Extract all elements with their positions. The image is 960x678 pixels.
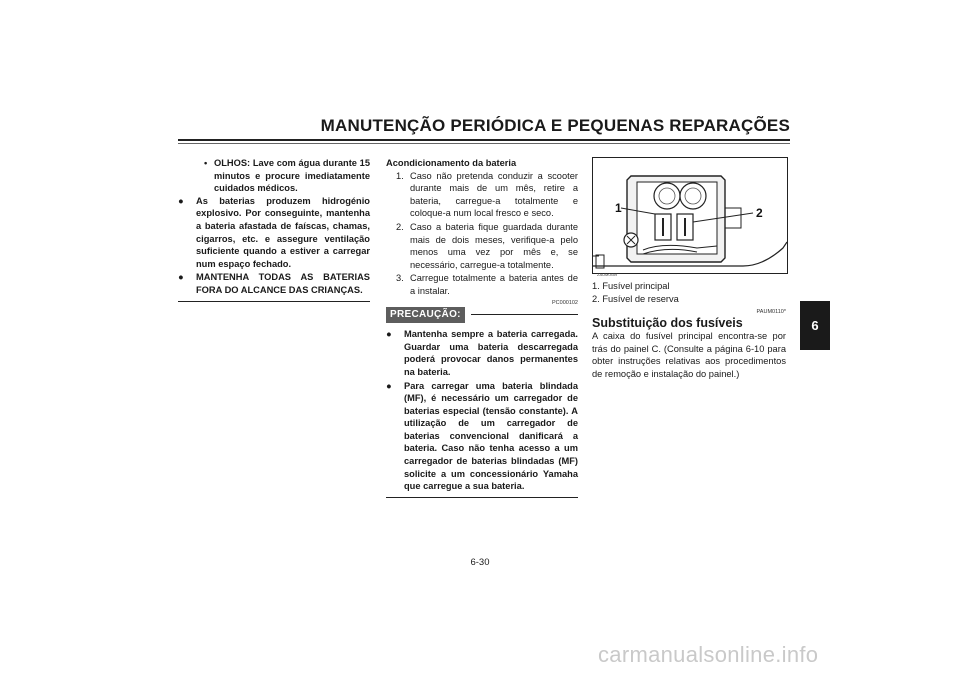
reference-code: PAUM0110*: [756, 309, 786, 316]
caution-body: [386, 328, 578, 493]
warning-bullet-hydrogen: [178, 195, 370, 271]
sub-bullet-text: OLHOS: Lave com água durante 15 minutos e procure imediatamente cuidados médicos.: [214, 158, 370, 194]
bullet-marker: ●: [178, 272, 184, 283]
caution-bullet-text: Para carregar uma bateria blindada (MF), é necessário um carregador de baterias especial (tensão constante). A utilização de um carregador de baterias convencional danificará a bateria. Caso não tenha acesso a um carregador de baterias blindadas (MF) solicite a um concessionário Yamaha que carregue a sua bateria.: [404, 380, 578, 492]
caution-rule: [471, 314, 578, 315]
caution-end-rule: [386, 497, 578, 498]
legend-item: 2. Fusível de reserva: [592, 293, 679, 304]
column-3: [592, 157, 786, 381]
caution-bullet-mf-charger: [386, 380, 578, 493]
fuse-section-body: A caixa do fusível principal encontra-se por trás do painel C. (Consulte a página 6-10 para obter instruções relativas aos procedimentos de remoção e instalação do painel.): [592, 331, 786, 379]
warning-bullet-children: [178, 271, 370, 296]
fuse-box-illustration: [592, 157, 788, 277]
step-text: Caso não pretenda conduzir a scooter durante mais de um mês, retire a bateria, carregue-a totalmente e coloque-a num local fresco e seco.: [410, 170, 578, 219]
section-heading-battery-storage: Acondicionamento da bateria: [386, 158, 517, 168]
caution-header: [386, 307, 578, 324]
step-text: Carregue totalmente a bateria antes de a instalar.: [410, 273, 578, 296]
bullet-marker: ●: [386, 380, 392, 391]
page-header-title: MANUTENÇÃO PERIÓDICA E PEQUENAS REPARAÇÕES: [320, 116, 790, 135]
step-number: 1.: [396, 170, 404, 181]
fuse-box-drawing: [593, 158, 787, 277]
header-rule: [178, 139, 790, 141]
section-title-fuse-replacement: Substituição dos fusíveis: [592, 316, 743, 331]
chapter-tab[interactable]: 6: [800, 301, 830, 350]
step-3: [386, 272, 578, 297]
page-number: 6-30: [470, 557, 490, 568]
callout-2: 2: [756, 206, 763, 220]
warning-end-rule: [178, 301, 370, 302]
reference-code: PC000102: [552, 299, 578, 306]
caution-bullet-text: Mantenha sempre a bateria carregada. Guardar uma bateria descarregada poderá provocar danos permanentes na bateria.: [404, 329, 578, 377]
step-1: [386, 170, 578, 220]
legend-item: 1. Fusível principal: [592, 281, 670, 291]
caution-bullet-charged: [386, 328, 578, 378]
step-number: 3.: [396, 273, 404, 284]
column-2: [386, 157, 578, 498]
watermark: carmanualsonline.info: [598, 642, 819, 667]
header-rule-thin: [178, 143, 790, 144]
figure-legend: [592, 280, 786, 305]
bullet-marker: •: [204, 158, 208, 168]
warning-bullet-text: As baterias produzem hidrogénio explosivo. Por conseguinte, mantenha a bateria afastada de faíscas, chamas, cigarros, etc. e assegure ventilação suficiente quando a estiver a carregar num espaço fechado.: [196, 195, 370, 269]
step-number: 2.: [396, 221, 404, 232]
bullet-marker: ●: [178, 195, 184, 206]
warning-bullet-text: MANTENHA TODAS AS BATERIAS FORA DO ALCANCE DAS CRIANÇAS.: [196, 272, 370, 295]
figure-ref-code: ZAUM0459: [597, 272, 618, 277]
step-text: Caso a bateria fique guardada durante mais de dois meses, verifique-a pelo menos uma vez por mês e, se necessário, carregue-a totalmente.: [410, 221, 578, 270]
step-2: [386, 221, 578, 271]
column-1: [178, 157, 370, 302]
callout-1: 1: [615, 201, 622, 215]
sub-bullet-eyes: [178, 157, 370, 195]
bullet-marker: ●: [386, 329, 392, 340]
caution-label: PRECAUÇÃO:: [386, 307, 465, 324]
